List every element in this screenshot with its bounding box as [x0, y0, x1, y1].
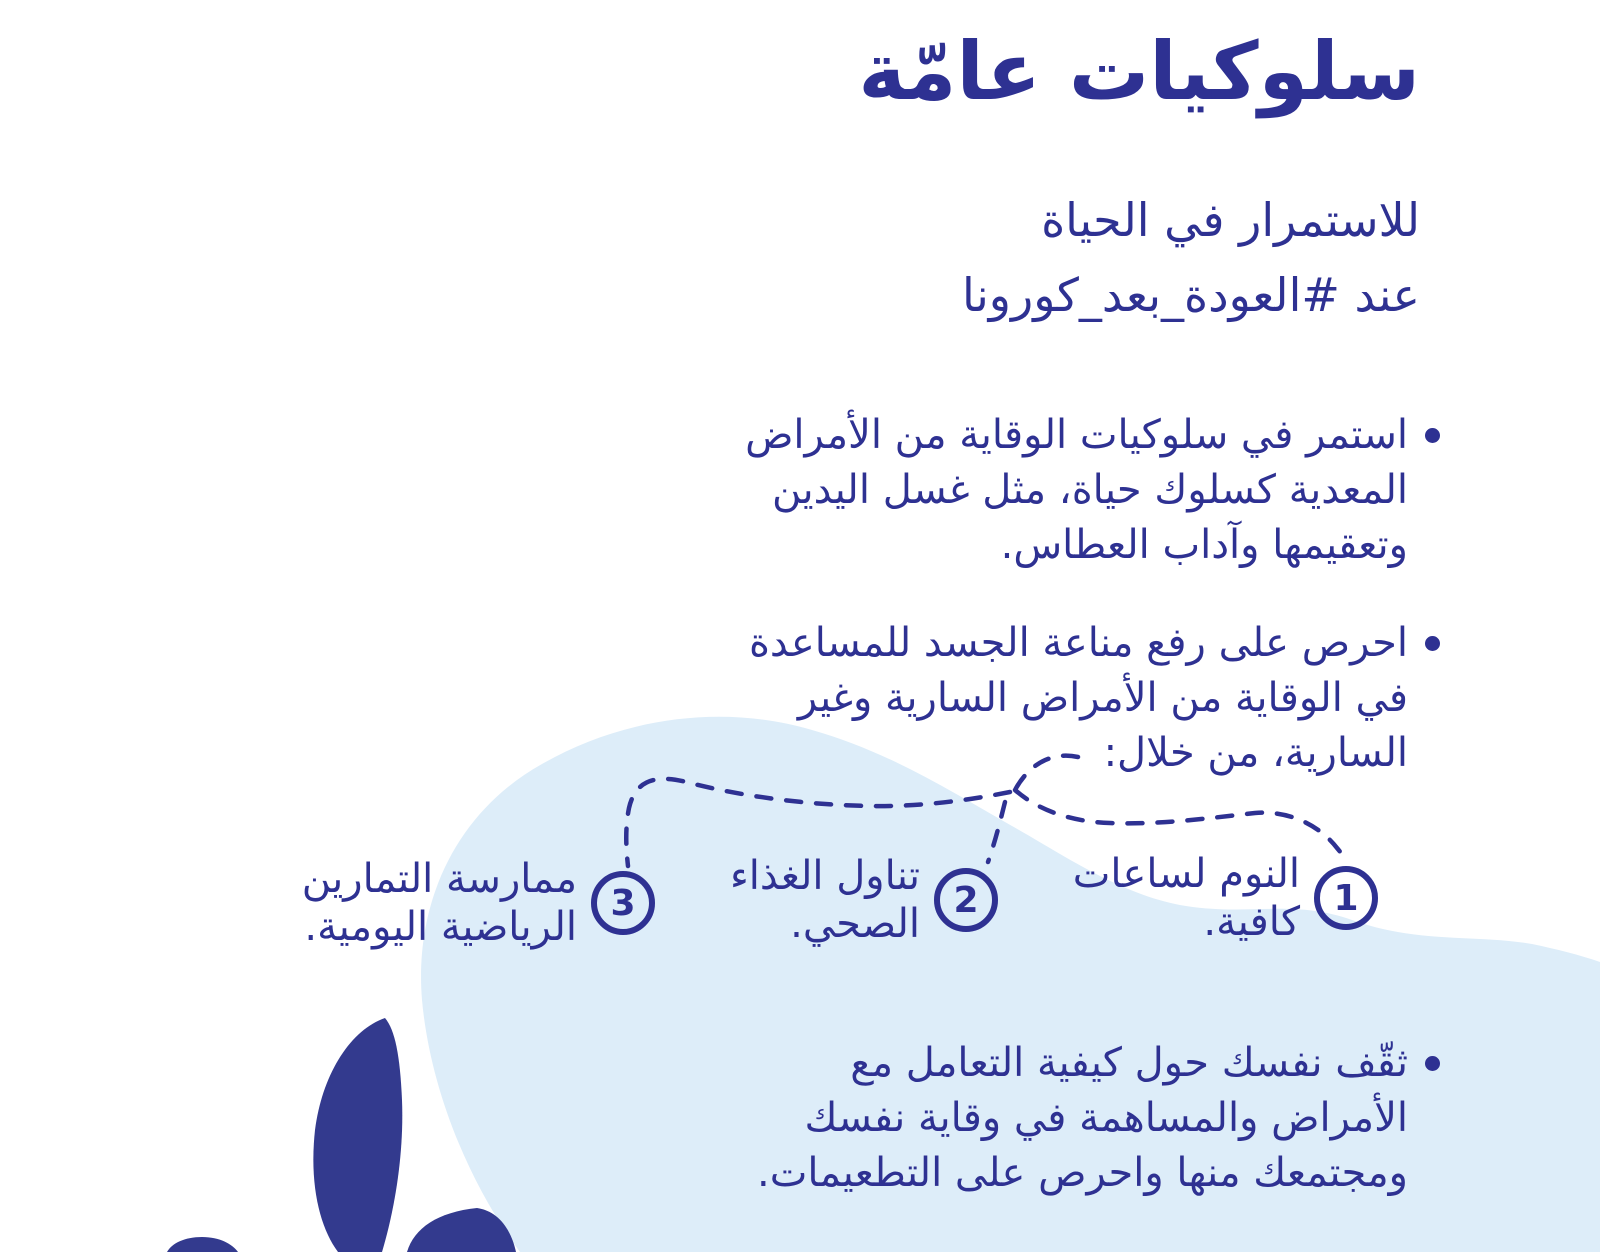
- step-label-line: كافية.: [1203, 899, 1300, 945]
- bullet-prevention: [745, 408, 1408, 573]
- bullet-line: المعدية كسلوك حياة، مثل غسل اليدين: [772, 467, 1408, 513]
- petal-shape-small: [167, 1237, 238, 1252]
- step-label: [1073, 850, 1300, 946]
- page-subtitle: [962, 183, 1420, 333]
- step-label-line: النوم لساعات: [1072, 851, 1300, 897]
- subtitle-line: للاستمرار في الحياة: [1041, 193, 1420, 247]
- step-number-badge: 3: [591, 871, 655, 935]
- bullet-dot-icon: [1425, 428, 1440, 443]
- bullet-dot-icon: [1425, 636, 1440, 651]
- bullet-dot-icon: [1425, 1056, 1440, 1071]
- step-item-sleep: [1073, 850, 1378, 946]
- bullet-line: الأمراض والمساهمة في وقاية نفسك: [804, 1095, 1408, 1141]
- step-label: [730, 852, 920, 948]
- bullet-line: في الوقاية من الأمراض السارية وغير: [797, 675, 1408, 721]
- bullet-line: احرص على رفع مناعة الجسد للمساعدة: [748, 620, 1408, 666]
- subtitle-line: عند #العودة_بعد_كورونا: [961, 268, 1420, 322]
- step-label-line: الرياضية اليومية.: [304, 904, 577, 950]
- step-label-line: تناول الغذاء: [730, 853, 920, 899]
- bullet-line: ثقّف نفسك حول كيفية التعامل مع: [850, 1040, 1408, 1086]
- bullet-line: السارية، من خلال:: [1103, 730, 1408, 776]
- bullet-line: وتعقيمها وآداب العطاس.: [1000, 522, 1408, 568]
- bullet-immunity: [749, 616, 1408, 781]
- step-item-food: [730, 852, 998, 948]
- step-label-line: الصحي.: [790, 901, 920, 947]
- petal-shape-large: [313, 1018, 402, 1252]
- bullet-educate: [757, 1036, 1408, 1201]
- step-label: [302, 855, 577, 951]
- bullet-line: ومجتمعك منها واحرص على التطعيمات.: [756, 1150, 1408, 1196]
- step-label-line: ممارسة التمارين: [301, 856, 577, 902]
- step-item-exercise: [302, 855, 655, 951]
- page-title: سلوكيات عامّة: [858, 25, 1420, 118]
- step-number-badge: 2: [934, 868, 998, 932]
- step-number-badge: 1: [1314, 866, 1378, 930]
- bullet-line: استمر في سلوكيات الوقاية من الأمراض: [745, 412, 1408, 458]
